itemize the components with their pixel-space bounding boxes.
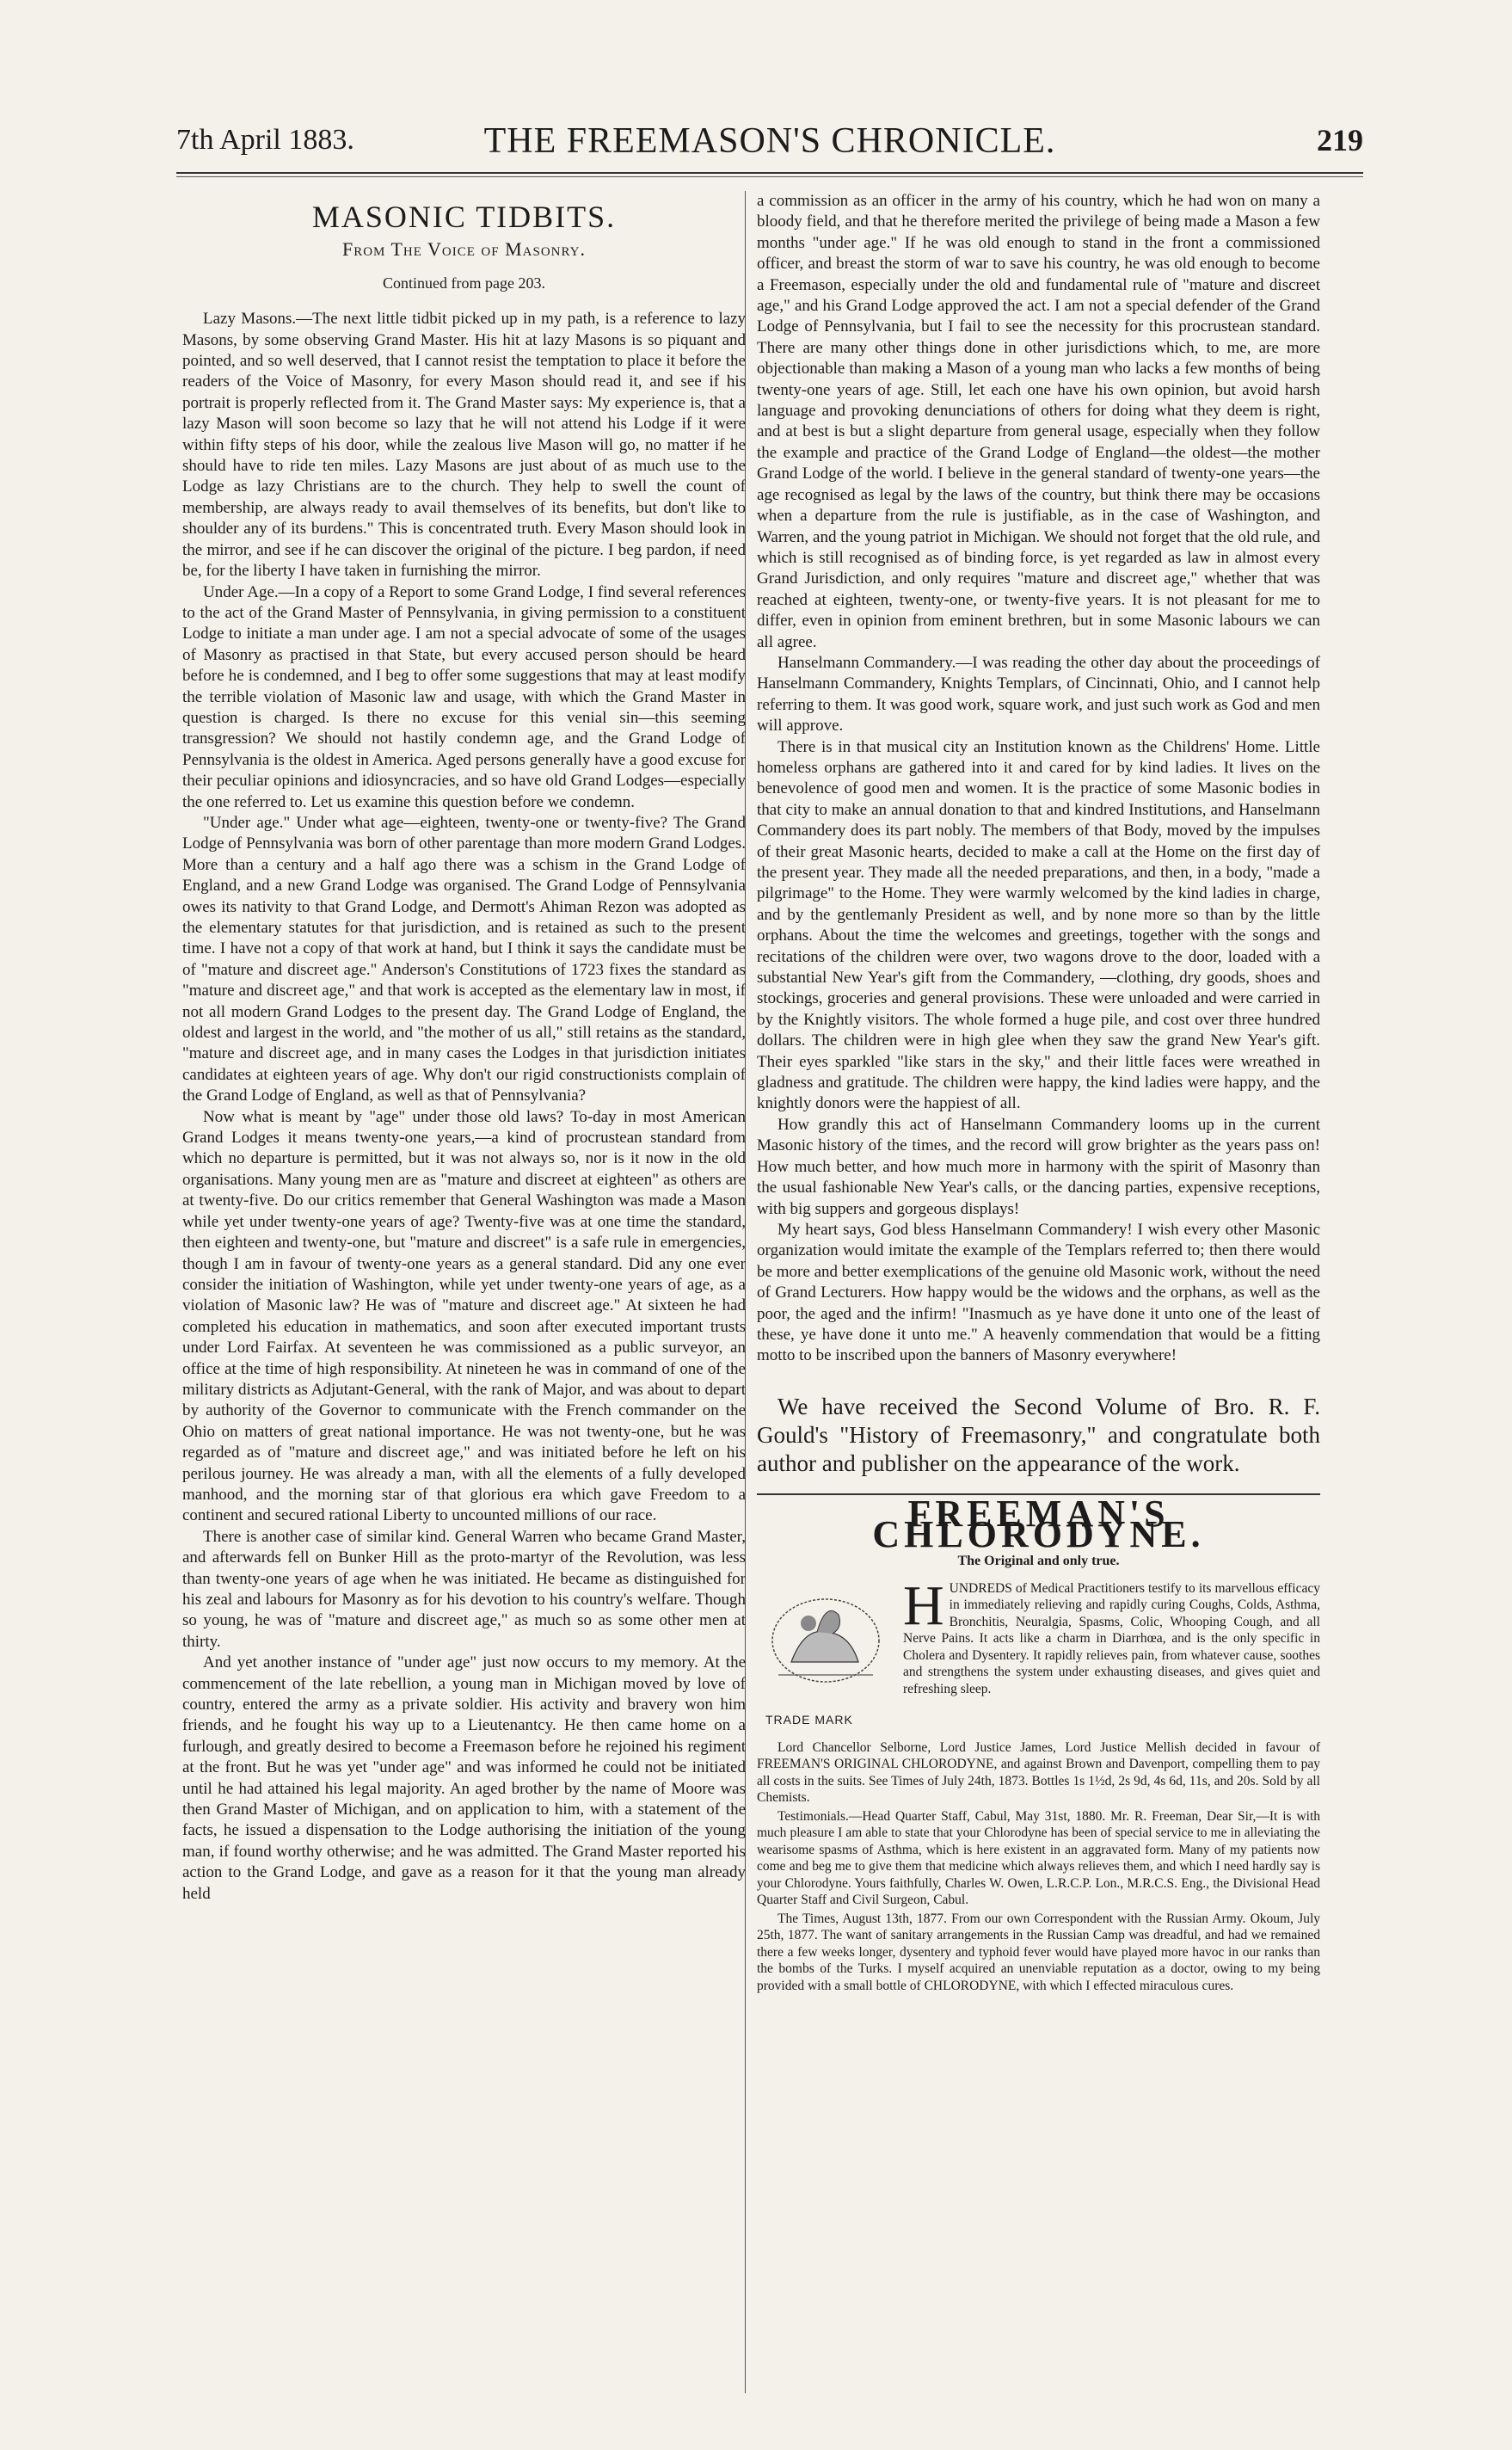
article-byline: From The Voice of Masonry. bbox=[341, 238, 587, 261]
masthead-rule bbox=[176, 172, 1363, 174]
advert-paragraph: Lord Chancellor Selborne, Lord Justice James, Lord Justice Mellish decided in favour of FREEMAN'S ORIGINAL CHLORODYNE, and against Brown and Davenport, compelling them to pay all costs in the suits. See Times of July 24th, 1873. Bottles 1s 1½d, 2s 9d, 4s 6d, 11s, and 20s. Sold by all Chemists. bbox=[757, 1739, 1320, 1806]
article-paragraph: And yet another instance of "under age" just now occurs to my memory. At the commencement of the late rebellion, a young man in Michigan moved by love of country, entered the army as a private soldier. His activity and bravery won him friends, and he fought his way up to a Lieutenantcy. He then came home on a furlough, and greatly desired to become a Freemason before he rejoined his regiment at the front. But he was yet "under age" and was informed he could not be initiated until he had attained his legal majority. An aged brother by the name of Moore was then Grand Master of Michigan, and on application to him, with a statement of the facts, he issued a dispensation to the Lodge authorising the initiation of the young man, if found worthy otherwise; and he was admitted. The Grand Master reported his action to the Grand Lodge, and gave as a reason for it that the young man already held bbox=[182, 1653, 746, 1903]
article-paragraph: Now what is meant by "age" under those old laws? To-day in most American Grand Lodges it means twenty-one years,—a kind of procrustean standard from which no departure is permitted, but it was not always so, nor is it now in the old organisations. Many young men are as "mature and discreet at eighteen" as others are at twenty-five. Do our critics remember that General Washington was made a Mason while yet under twenty-one years of age? Twenty-five was at one time the standard, then eighteen and twenty-one, but "mature and discreet" is a safe rule in emergencies, though I am in favour of twenty-one years as a general standard. Did any one ever consider the initiation of Washington, while yet under twenty-one years of age, as a violation of Masonic law? He was of "mature and discreet age." At sixteen he had completed his education in mathematics, and soon after executed important trusts under Lord Fairfax. At seventeen he was commissioned as a public surveyor, an office at the time of high responsibility. At nineteen he was in command of one of the military districts as Adjutant-General, with the rank of Major, and was about to depart by authority of the Governor to communicate with the French commander on the Ohio on matters of great national importance. He was not twenty-one, but he was regarded as of "mature and discreet age," and was initiated before he left on his perilous journey. He was already a man, with all the elements of a fully developed manhood, and the morning star of that glorious era which gave Freedom to a continent and secured rational Liberty to uncounted millions of our race. bbox=[182, 1107, 746, 1525]
article-paragraph: My heart says, God bless Hanselmann Commandery! I wish every other Masonic organization would imitate the example of the Templars referred to; then there would be more and better exemplications of the genuine old Masonic work, without the need of Grand Lecturers. How happy would be the widows and the orphans, as well as the poor, the aged and the infirm! "Inasmuch as ye have done it unto one of the least of these, ye have done it unto me." A heavenly commendation that would be a fitting motto to be inscribed upon the banners of Masonry everywhere! bbox=[757, 1220, 1320, 1365]
masthead bbox=[176, 120, 1363, 172]
advert-intro-block bbox=[757, 1573, 1320, 1739]
newspaper-title: THE FREEMASON'S CHRONICLE. bbox=[483, 121, 1056, 161]
article-paragraph: Under Age.—In a copy of a Report to some Grand Lodge, I find several references to the act of the Grand Master of Pennsylvania, in giving permission to a constituent Lodge to initiate a man under age. I am not a special advocate of some of the usages of Masonry as practised in that State, but every accused person should be heard before he is condemned, and I beg to offer some suggestions that may at least modify the terrible violation of Masonic law and usage, with which the Grand Master in question is charged. Is there no excuse for this venial sin—this seeming transgression? We should not hastily condemn age, and the Grand Lodge of Pennsylvania is the oldest in America. Aged persons generally have a good excuse for their peculiar opinions and idiosyncracies, and so have old Grand Lodges—especially the one referred to. Let us examine this question before we condemn. bbox=[182, 582, 746, 811]
issue-date: 7th April 1883. bbox=[176, 124, 354, 156]
advert-intro bbox=[903, 1573, 1320, 1698]
right-column bbox=[757, 191, 1320, 1996]
masthead-rule-thin bbox=[176, 176, 1363, 177]
article-paragraph: a commission as an officer in the army of his country, which he had won on many a bloody field, and that he therefore merited the privilege of being made a Mason a few months "under age." If he was old enough to stand in the front a commissioned officer, and breast the storm of war to save his country, he was old enough to become a Freemason, especially under the old and fundamental rule of "mature and discreet age," and his Grand Lodge approved the act. I am not a special defender of the Grand Lodge of Pennsylvania, but I fail to see the necessity for this procrustean standard. There are many other things done in other jurisdictions which, to me, are more objectionable than making a Mason of a young man who lacks a few months of being twenty-one years of age. Still, let each one have his own opinion, but avoid harsh language and provoking denunciations of others for doing what they deem is right, and at best is but a slight departure from general usage, especially when they follow the example and practice of the Grand Lodge of England—the oldest—the mother Grand Lodge of the world. I believe in the general standard of twenty-one years—the age recognised as legal by the laws of the country, but think there may be occasions when a departure from the rule is justifiable, as in the case of Washington, and Warren, and the young patriot in Michigan. We should not forget that the old rule, and which is still recognised as of binding force, is yet regarded as law in almost every Grand Jurisdiction, and only requires "mature and discreet age," whether that was reached at eighteen, twenty-one, or twenty-five years. It is not pleasant for me to differ, even in opinion from eminent brethren, but in some Masonic labours we can all agree. bbox=[757, 192, 1320, 651]
editorial-notice: We have received the Second Volume of Bro. R. F. Gould's "History of Freemasonry," and congratulate both author and publisher on the appearance of the work. bbox=[757, 1393, 1320, 1476]
left-column bbox=[182, 191, 746, 1905]
article-paragraph: Hanselmann Commandery.—I was reading the other day about the proceedings of Hanselmann Commandery, Knights Templars, of Cincinnati, Ohio, and I cannot help referring to them. It was good work, square work, and just such work as God and men will approve. bbox=[757, 653, 1320, 736]
advert-title: FREEMAN'S CHLORODYNE. bbox=[872, 1492, 1205, 1556]
article-title: MASONIC TIDBITS. bbox=[311, 200, 617, 234]
advert-dropcap: H bbox=[903, 1573, 944, 1637]
trade-mark-illustration bbox=[757, 1580, 899, 1731]
advert-subtitle: The Original and only true. bbox=[957, 1553, 1120, 1568]
article-paragraph: "Under age." Under what age—eighteen, twenty-one or twenty-five? The Grand Lodge of Pennsylvania was born of other parentage than more modern Grand Lodges. More than a century and a half ago there was a schism in the Grand Lodge of England, and a new Grand Lodge was organised. The Grand Lodge of Pennsylvania owes its nativity to that Grand Lodge, and Dermott's Ahiman Rezon was adopted as the elementary statutes for that jurisdiction, and is retained as such to the present time. I have not a copy of that work at hand, but I think it says the candidate must be of "mature and discreet age." Anderson's Constitutions of 1723 fixes the standard as "mature and discreet age," and that work is accepted as the elementary law in most, if not all modern Grand Lodges to the present day. The Grand Lodge of England, the oldest and largest in the world, and "the mother of us all," still retains as the standard, "mature and discreet age, and in many cases the Lodges in that jurisdiction initiates candidates at eighteen years of age. Why don't our rigid constructionists complain of the Grand Lodge of England, as well as that of Pennsylvania? bbox=[182, 813, 746, 1105]
continued-note: Continued from page 203. bbox=[383, 274, 545, 292]
article-paragraph: There is in that musical city an Institution known as the Childrens' Home. Little homeless orphans are gathered into it and cared for by kind ladies. It lives on the benevolence of good men and women. It is the practice of some Masonic bodies in that city to make an annual donation to that and kindred Institutions, and Hanselmann Commandery does its part nobly. The members of that Body, moved by the impulses of their great Masonic hearts, decided to make a call at the Home on the first day of the present year. They made all the needed preparations, and then, in a body, "made a pilgrimage" to the Home. They were warmly welcomed by the kind ladies in charge, and by the gentlemanly President as well, and by none more so than by the little orphans. About the time the welcomes and greetings, together with the songs and recitations of the children were over, two wagons drove to the door, loaded with a substantial New Year's gift from the Commandery, —clothing, dry goods, shoes and stockings, groceries and general provisions. These were unloaded and were carried in by the Knightly visitors. The whole formed a huge pile, and cost over three hundred dollars. The children were in high glee when they saw the grand New Year's gift. Their eyes sparkled "like stars in the sky," and their little faces were wreathed in gladness and gratitude. The children were happy, the kind ladies were happy, and the knightly donors were the happiest of all. bbox=[757, 737, 1320, 1113]
advert-paragraph: The Times, August 13th, 1877. From our own Correspondent with the Russian Army. Okoum, July 25th, 1877. The want of sanitary arrangements in the Russian Camp was dreadful, and had we remained there a few weeks longer, dysentery and typhoid fever would have played more havoc in our ranks than the bombs of the Turks. I myself acquired an unenviable reputation as a doctor, owing to my being provided with a small bottle of CHLORODYNE, with which I effected miraculous cures. bbox=[757, 1911, 1320, 1993]
article-paragraph: How grandly this act of Hanselmann Commandery looms up in the current Masonic history of the times, and the record will grow brighter as the years pass on! How much better, and how much more in harmony with the spirit of Masonry than the usual fashionable New Year's calls, or the dancing parties, expensive receptions, with big suppers and gorgeous displays! bbox=[757, 1115, 1320, 1218]
advert-intro-text: UNDREDS of Medical Practitioners testify to its marvellous efficacy in immediately relieving and rapidly curing Coughs, Colds, Asthma, Bronchitis, Neuralgia, Spasms, Colic, Whooping Cough, and all Nerve Pains. It acts like a charm in Diarrhœa, and is the only specific in Cholera and Dysentery. It rapidly relieves pain, from whatever cause, soothes and strengthens the system under exhausting diseases, and gives quiet and refreshing sleep. bbox=[903, 1580, 1320, 1696]
advertisement bbox=[757, 1492, 1320, 1995]
advert-text bbox=[757, 1739, 1320, 1995]
trade-mark-icon bbox=[757, 1580, 894, 1709]
trade-mark-label: TRADE MARK bbox=[765, 1712, 853, 1727]
article-paragraph: There is another case of similar kind. General Warren who became Grand Master, and afterwards fell on Bunker Hill as the proto-martyr of the Revolution, was less than twenty-one years of age when he was initiated. He became as distinguished for his zeal and labours for Masonry as for his devotion to his country's welfare. Though so young, he was of "mature and discreet age," as much so as some other men at thirty. bbox=[182, 1527, 746, 1651]
page-number: 219 bbox=[1317, 123, 1363, 157]
article-paragraph: Lazy Masons.—The next little tidbit picked up in my path, is a reference to lazy Masons, by some observing Grand Master. His hit at lazy Masons is so piquant and pointed, and so well deserved, that I cannot resist the temptation to place it before the readers of the Voice of Masonry, for every Mason should read it, and see if his portrait is properly reflected from it. The Grand Master says: My experience is, that a lazy Mason will soon become so lazy that he will not attend his Lodge if it were within fifty steps of his door, while the zealous live Mason will go, no matter if he should have to ride ten miles. Lazy Masons are just about of as much use to the Lodge as lazy Christians are to the church. They help to swell the count of membership, are always ready to avail themselves of its benefits, but don't like to shoulder any of its burdens." This is concentrated truth. Every Mason should look in the mirror, and see if he can discover the original of the picture. I beg pardon, if need be, for the liberty I have taken in furnishing the mirror. bbox=[182, 310, 746, 581]
advert-paragraph: Testimonials.—Head Quarter Staff, Cabul, May 31st, 1880. Mr. R. Freeman, Dear Sir,—It is with much pleasure I am able to state that your Chlorodyne has been of special service to me in alleviating the wearisome spasms of Asthma, which is here existent in an aggravated form. Many of my patients now come and beg me to give them that medicine which always relieves them, and which I need hardly say is your Chlorodyne. Yours faithfully, Charles W. Owen, L.R.C.P. Lon., M.R.C.S. Eng., the Divisional Head Quarter Staff and Civil Surgeon, Cabul. bbox=[757, 1808, 1320, 1908]
